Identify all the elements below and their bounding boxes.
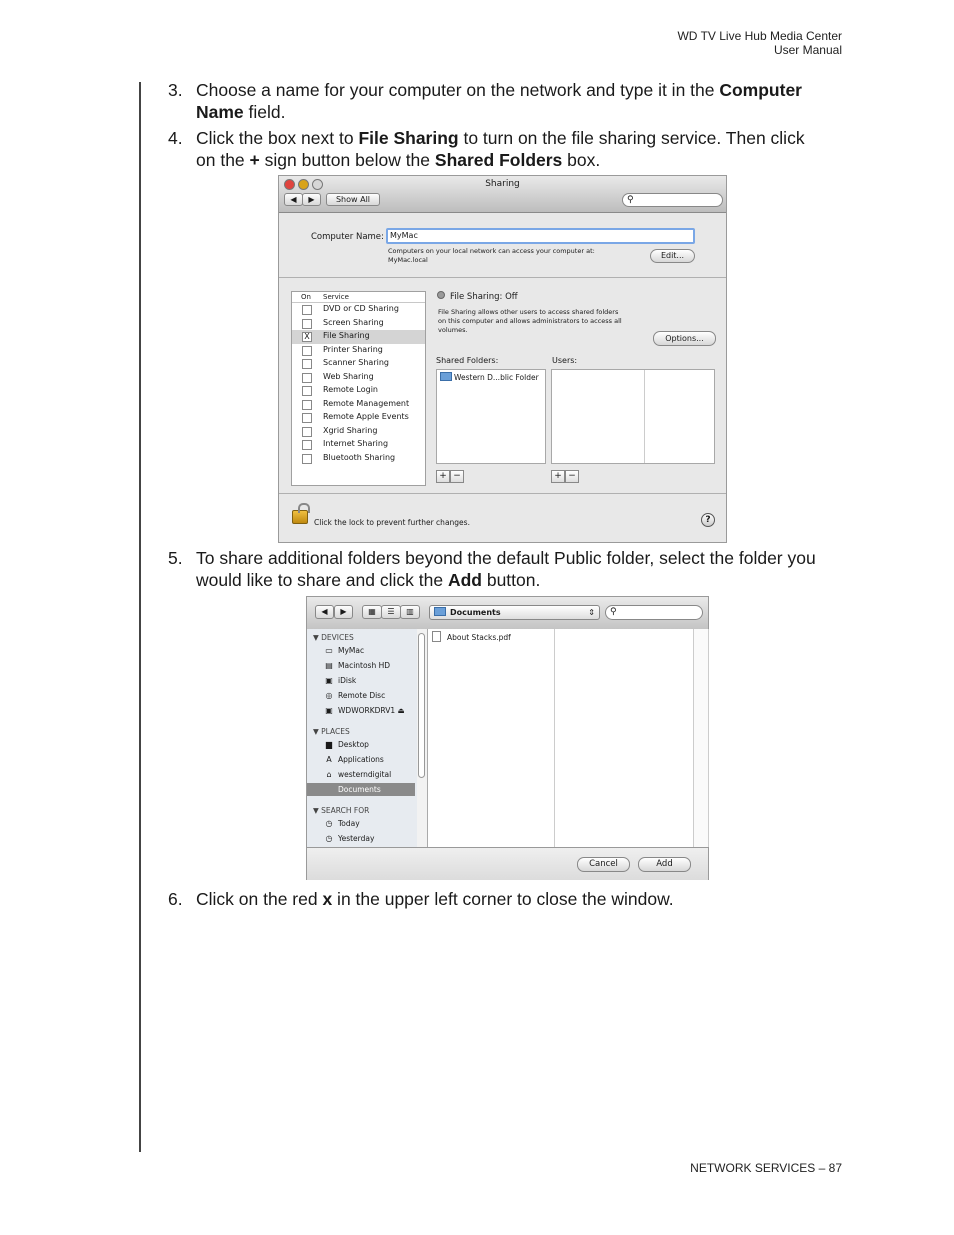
column-divider [644,370,645,463]
service-name: File Sharing [323,331,370,340]
search-for-header: ▼ SEARCH FOR [313,806,370,815]
sidebar-item-wdworkdrv1[interactable] [324,704,416,717]
text-run: field. [243,102,286,122]
service-checkbox[interactable]: X [302,332,312,342]
step-number: 6. [168,889,183,909]
sidebar-item-label: MyMac [338,646,365,655]
text-run: Click the box next to [196,128,359,148]
file-column[interactable] [428,629,555,847]
service-checkbox[interactable] [302,413,312,423]
location-popup[interactable] [429,605,600,620]
service-row[interactable] [292,303,425,317]
popup-arrows-icon: ⇕ [588,608,595,617]
title-bar [279,176,726,213]
service-row[interactable] [292,411,425,425]
search-for-header-label: SEARCH FOR [321,806,370,815]
eject-icon[interactable]: ⏏ [397,706,405,715]
description-line1: File Sharing allows other users to access shared folders [438,308,619,316]
shared-folders-label: Shared Folders: [436,356,499,365]
computer-icon: ▭ [325,646,333,655]
service-list [291,291,426,486]
users-list[interactable] [551,369,715,464]
help-icon[interactable]: ? [701,513,715,527]
add-user-button[interactable]: + [551,470,565,483]
sidebar-item-label: Yesterday [338,834,375,843]
cancel-button[interactable]: Cancel [577,857,630,872]
service-list-header [292,292,425,303]
header-line2: User Manual [773,43,842,57]
col-service: Service [323,293,349,301]
sidebar-item-label: Applications [338,755,384,764]
service-row[interactable] [292,398,425,412]
bold-term: Add [447,570,482,590]
step-number: 4. [168,128,183,148]
file-sharing-status [437,291,518,302]
add-folder-button[interactable]: + [436,470,450,483]
text-run: would like to share and click the [196,570,448,590]
sidebar-item-label: iDisk [338,676,357,685]
step-6 [168,888,848,910]
places-header-label: PLACES [321,727,350,736]
sidebar-scrollbar[interactable] [417,629,428,847]
list-view-icon[interactable]: ☰ [381,605,401,619]
icon-view-icon[interactable]: ▦ [362,605,382,619]
home-icon: ⌂ [326,770,332,779]
text-run: to turn on the file sharing service. Then click [458,128,805,148]
service-checkbox[interactable] [302,346,312,356]
sidebar-item-label: Documents [338,785,381,794]
sidebar-item-yesterday[interactable] [324,832,416,845]
step-text [196,547,846,591]
text-run: Click on the red [196,889,323,909]
service-row[interactable] [292,371,425,385]
dialog-button-bar [307,847,708,880]
column-view-icon[interactable]: ▥ [400,605,420,619]
devices-header: ▼ DEVICES [313,633,354,642]
access-note-line2: MyMac.local [388,256,428,264]
remove-user-button[interactable]: − [565,470,579,483]
places-header: ▼ PLACES [313,727,350,736]
step-number: 3. [168,80,183,100]
service-checkbox[interactable] [302,373,312,383]
text-run: Choose a name for your computer on the network and type it in the [196,80,720,100]
folder-icon [440,372,452,381]
service-name: DVD or CD Sharing [323,304,399,313]
disc-icon: ◎ [325,691,333,700]
bold-term: x [322,889,333,909]
sidebar-item-label: Remote Disc [338,691,386,700]
text-run: in the upper left corner to close the window. [332,889,674,909]
service-name: Remote Apple Events [323,412,409,421]
sidebar [307,629,418,847]
service-name: Scanner Sharing [323,358,389,367]
hard-drive-icon: ▤ [325,661,333,670]
sidebar-item-applications[interactable] [324,753,416,766]
sharing-window [278,175,727,543]
service-row-selected[interactable] [292,330,425,344]
search-icon: ⚲ [627,195,634,205]
text-run: button. [481,570,541,590]
folder-icon [434,607,446,616]
sidebar-item-label: WDWORKDRV1 [338,706,396,715]
step-text [196,888,846,910]
toolbar [307,597,708,630]
service-checkbox[interactable] [302,440,312,450]
text-run: To share additional folders beyond the default Public folder, select the folder you [196,548,816,568]
access-note-line1: Computers on your local network can access your computer at: [388,247,595,255]
computer-name-field[interactable]: MyMac [386,228,695,244]
step-number: 5. [168,548,183,568]
empty-column [694,629,709,847]
description-line3: volumes. [438,326,468,334]
desktop-icon: ▆ [325,740,333,749]
divider [279,493,726,494]
header-line1: WD TV Live Hub Media Center [677,29,842,43]
service-row[interactable] [292,317,425,331]
lock-icon[interactable] [292,510,308,524]
service-row[interactable] [292,344,425,358]
step-text [196,79,846,123]
add-button[interactable]: Add [638,857,691,872]
sidebar-item-label: Today [338,819,360,828]
service-row[interactable] [292,438,425,452]
service-name: Remote Management [323,398,410,408]
sidebar-item-today[interactable] [324,817,416,830]
service-row[interactable] [292,452,425,466]
status-dot-icon [437,291,445,299]
margin-rule [139,82,141,1152]
show-all-button[interactable]: Show All [326,193,380,206]
sidebar-item-macintosh-hd[interactable] [324,659,416,672]
sidebar-item-desktop[interactable] [324,738,416,751]
service-checkbox[interactable] [302,400,312,410]
lock-shackle [298,503,310,513]
bold-term: + [249,150,260,170]
service-checkbox[interactable] [302,359,312,369]
devices-header-label: DEVICES [321,633,354,642]
applications-icon: A [326,755,332,764]
service-checkbox[interactable] [302,305,312,315]
forward-button[interactable]: ▶ [302,193,321,206]
file-name: About Stacks.pdf [447,633,511,642]
pdf-file-icon [432,631,441,642]
clock-icon: ◷ [325,819,333,828]
service-name: Internet Sharing [323,439,389,448]
users-label: Users: [552,356,578,365]
shared-folders-list[interactable] [436,369,546,464]
back-button[interactable]: ◀ [284,193,303,206]
shared-folder-name: Western D...blic Folder [454,373,539,382]
sidebar-item-westerndigital[interactable] [324,768,416,781]
service-checkbox[interactable] [302,319,312,329]
sidebar-item-label: Macintosh HD [338,661,391,670]
lock-text: Click the lock to prevent further changes. [314,518,470,527]
bold-term: Name [196,102,244,122]
manual-header [677,29,842,57]
search-icon: ⚲ [610,607,617,617]
sidebar-item-documents[interactable] [307,783,415,796]
folder-picker-window [306,596,709,880]
step-5 [168,547,848,591]
search-field[interactable] [605,605,703,620]
service-name: Printer Sharing [323,344,383,354]
edit-button[interactable]: Edit... [650,249,695,263]
text-run: on the [196,150,250,170]
text-run: sign button below the [259,150,435,170]
drive-icon: ▣ [325,706,333,715]
text-run: box. [562,150,601,170]
description-line2: on this computer and allows administrators to access all [438,317,622,325]
service-name: Remote Login [323,385,378,394]
computer-name-label: Computer Name: [311,232,384,242]
sidebar-item-remote-disc[interactable] [324,689,416,702]
sidebar-item-idisk[interactable] [324,674,416,687]
scroll-thumb[interactable] [418,633,425,778]
service-row[interactable] [292,384,425,398]
service-name: Screen Sharing [323,317,384,327]
file-item[interactable] [432,631,511,642]
step-4 [168,127,848,171]
service-name: Web Sharing [323,371,374,381]
col-on: On [301,293,311,301]
service-name: Xgrid Sharing [323,425,378,435]
service-name: Bluetooth Sharing [323,452,396,462]
window-title: Sharing [485,179,520,189]
sidebar-item-label: Desktop [338,740,369,749]
idisk-icon: ▣ [325,676,333,685]
clock-icon: ◷ [325,834,333,843]
shared-folder-item[interactable] [440,372,539,382]
service-checkbox[interactable] [302,386,312,396]
back-button[interactable]: ◀ [315,605,334,619]
bold-term: File Sharing [358,128,459,148]
bold-term: Computer [719,80,802,100]
status-text: File Sharing: Off [450,292,518,302]
divider [279,277,726,278]
service-checkbox[interactable] [302,454,312,464]
service-row[interactable] [292,357,425,371]
bold-term: Shared Folders [434,150,563,170]
service-checkbox[interactable] [302,427,312,437]
service-row[interactable] [292,425,425,439]
step-3 [168,79,848,123]
step-text [196,127,846,171]
sidebar-item-label: westerndigital [338,770,392,779]
location-label: Documents [450,608,501,617]
page-footer: NETWORK SERVICES – 87 [690,1161,842,1175]
remove-folder-button[interactable]: − [450,470,464,483]
empty-column [555,629,694,847]
search-field[interactable] [622,193,723,207]
sidebar-item-mymac[interactable] [324,644,416,657]
options-button[interactable]: Options... [653,331,716,346]
forward-button[interactable]: ▶ [334,605,353,619]
